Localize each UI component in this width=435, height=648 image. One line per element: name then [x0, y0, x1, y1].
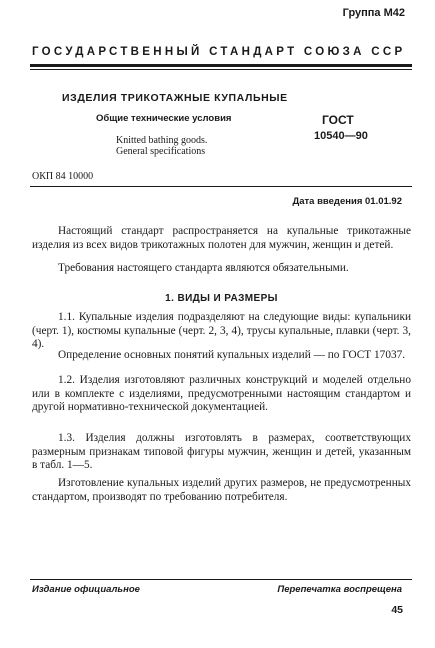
- official-edition-note: Издание официальное: [32, 584, 140, 595]
- footer-rule: [30, 579, 412, 580]
- section-heading: 1. ВИДЫ И РАЗМЕРЫ: [165, 293, 278, 304]
- page-number: 45: [391, 604, 403, 616]
- clause-1-2: 1.2. Изделия изготовляют различных конструкций и моделей отдельно или в комплекте с изделиями, предусмотренными настоящим стандартом и другой нормативно-технической документацией.: [32, 374, 411, 414]
- document-subtitle: Общие технические условия: [96, 113, 232, 124]
- okp-code: ОКП 84 10000: [32, 171, 94, 182]
- document-title: ИЗДЕЛИЯ ТРИКОТАЖНЫЕ КУПАЛЬНЫЕ: [62, 92, 288, 104]
- intro-paragraph-scope: Настоящий стандарт распространяется на купальные трикотажные изделия из всех видов трикотажных полотен для мужчин, женщин и детей.: [32, 225, 411, 251]
- reprint-prohibited-note: Перепечатка воспрещена: [277, 584, 402, 595]
- header-rule-thick: [30, 64, 412, 67]
- clause-1-1: 1.1. Купальные изделия подразделяют на следующие виды: купальники (черт. 1), костюмы купальные (черт. 2, 3, 4), трусы купальные, плавки (черт. 3, 4).: [32, 311, 411, 351]
- clause-1-3-other-sizes: Изготовление купальных изделий других размеров, не предусмотренных стандартом, производят по требованию потребителя.: [32, 477, 411, 503]
- intro-paragraph-mandatory: Требования настоящего стандарта являются обязательными.: [58, 262, 349, 274]
- english-title: Knitted bathing goods. General specifications: [116, 135, 208, 157]
- gost-label: ГОСТ: [322, 113, 354, 127]
- group-label: Группа М42: [342, 7, 405, 19]
- clause-1-3: 1.3. Изделия должны изготовлять в размерах, соответствующих размерным признакам типовой фигуры мужчин, женщин и детей, указанным в табл. 1—5.: [32, 432, 411, 472]
- effective-date: Дата введения 01.01.92: [292, 196, 402, 207]
- clause-1-1-definition: Определение основных понятий купальных изделий — по ГОСТ 17037.: [58, 349, 406, 361]
- gost-number: 10540—90: [314, 130, 368, 142]
- header-rule-thin: [30, 69, 412, 70]
- state-standard-heading: ГОСУДАРСТВЕННЫЙ СТАНДАРТ СОЮЗА ССР: [32, 46, 406, 58]
- okp-rule: [30, 186, 412, 187]
